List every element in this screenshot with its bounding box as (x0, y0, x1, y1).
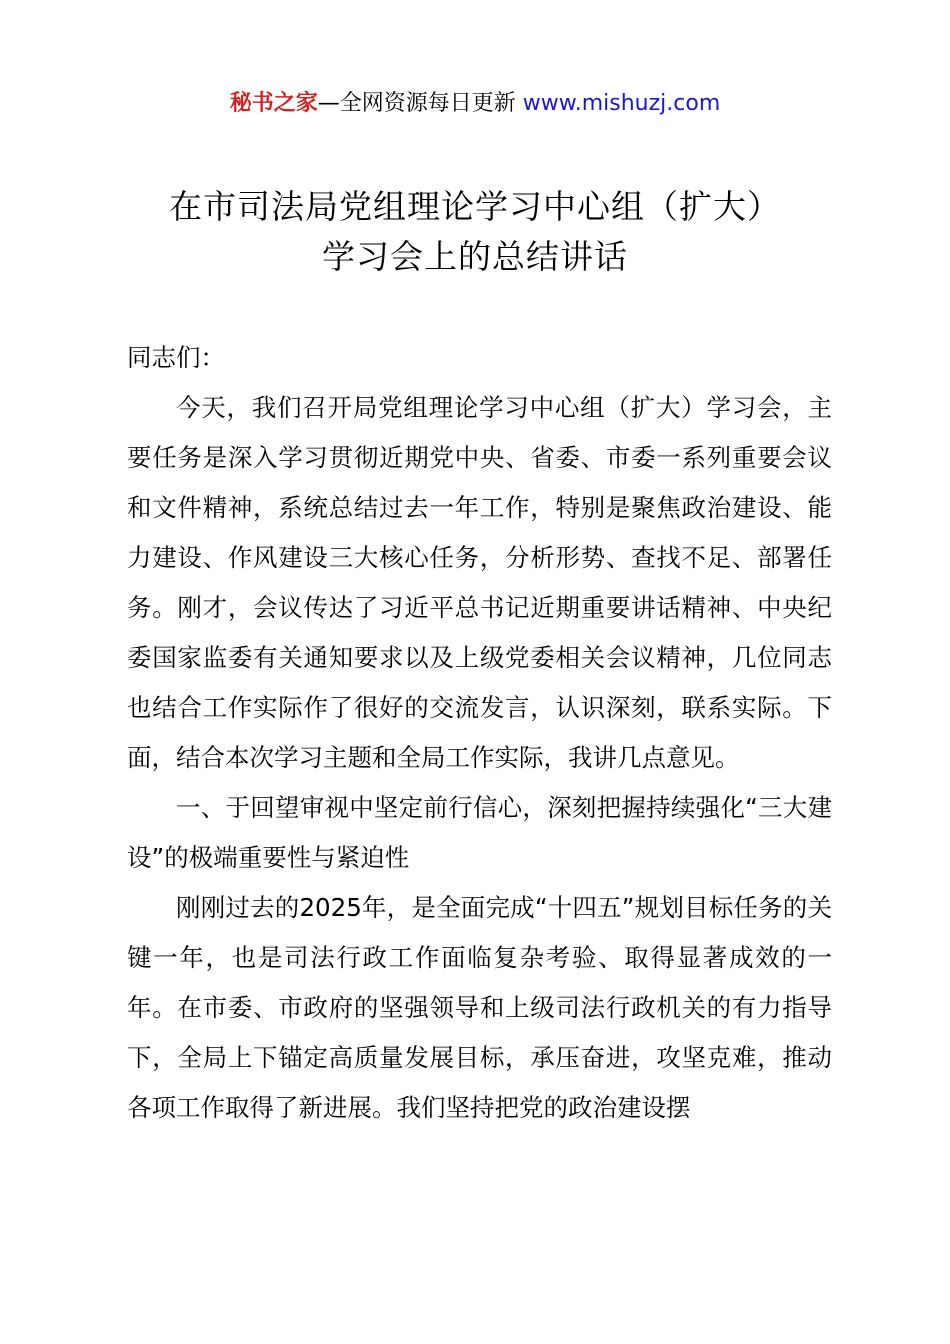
section-heading-1: 一、于回望审视中坚定前行信心，深刻把握持续强化“三大建设”的极端重要性与紧迫性 (127, 793, 832, 872)
header-dash: — (317, 91, 340, 116)
title-line-1: 在市司法局党组理论学习中心组（扩大） (169, 187, 781, 226)
document-body (127, 333, 832, 1133)
document-title (0, 182, 950, 282)
title-line-2: 学习会上的总结讲话 (322, 237, 628, 276)
paragraph-opening: 今天，我们召开局党组理论学习中心组（扩大）学习会，主要任务是深入学习贯彻近期党中央、省委、市委一系列重要会议和文件精神，系统总结过去一年工作，特别是聚焦政治建设、能力建设、作风建设三大核心任务，分析形势、查找不足、部署任务。刚才，会议传达了习近平总书记近期重要讲话精神、中央纪委国家监委有关通知要求以及上级党委相关会议精神，几位同志也结合工作实际作了很好的交流发言，认识深刻，联系实际。下面，结合本次学习主题和全局工作实际，我讲几点意见。 (127, 393, 832, 772)
paragraph-review: 刚刚过去的2025年，是全面完成“十四五”规划目标任务的关键一年，也是司法行政工作面临复杂考验、取得显著成效的一年。在市委、市政府的坚强领导和上级司法行政机关的有力指导下，全局上下锚定高质量发展目标，承压奋进，攻坚克难，推动各项工作取得了新进展。我们坚持把党的政治建设摆 (127, 893, 832, 1122)
brand-name: 秘书之家 (229, 91, 318, 116)
site-url-link[interactable]: www.mishuzj.com (522, 91, 721, 116)
header-tagline: 全网资源每日更新 (339, 91, 523, 116)
site-header (0, 88, 950, 120)
salutation: 同志们： (127, 343, 225, 372)
